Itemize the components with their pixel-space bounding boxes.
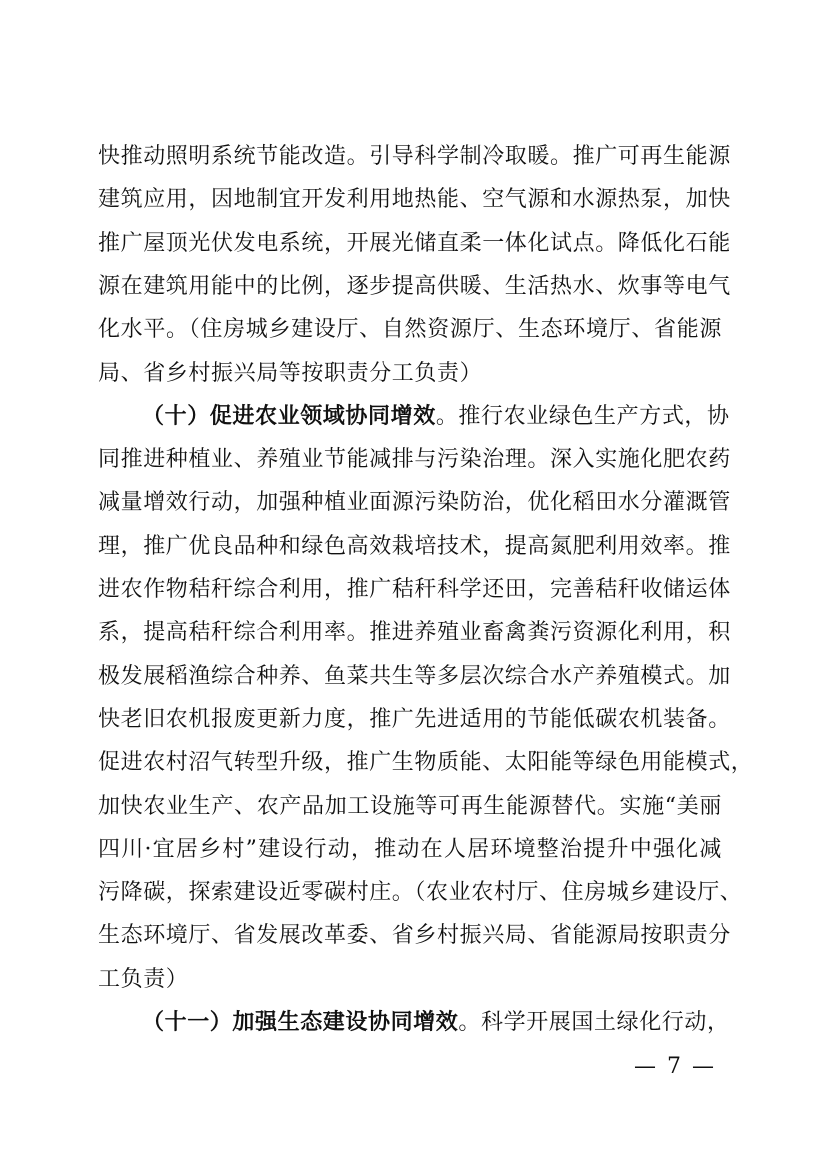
text-line: 生态环境厅、省发展改革委、省乡村振兴局、省能源局按职责分 [98,923,731,948]
text-line: 局、省乡村振兴局等按职责分工负责） [98,361,483,386]
text-line: 理，推广优良品种和绿色高效栽培技术，提高氮肥利用效率。推 [98,534,731,559]
section-heading: （十）促进农业领域协同增效 [142,404,436,429]
text-line: 加快农业生产、农产品加工设施等可再生能源替代。实施“美丽 [98,794,722,819]
text-line: 工负责） [98,967,189,992]
heading-rest: 。科学开展国土绿化行动， [458,1010,730,1035]
text-line: 污降碳，探索建设近零碳村庄。（农业农村厅、住房城乡建设厅、 [98,880,743,905]
text-line: 建筑应用，因地制宜开发利用地热能、空气源和水源热泵，加快 [98,187,731,212]
text-line: 同推进种植业、养殖业节能减排与污染治理。深入实施化肥农药 [98,447,731,472]
text-line: 快推动照明系统节能改造。引导科学制冷取暖。推广可再生能源 [98,144,731,169]
text-line: 极发展稻渔综合种养、鱼菜共生等多层次综合水产养殖模式。加 [98,664,731,689]
text-line: 化水平。（住房城乡建设厅、自然资源厅、生态环境厅、省能源 [98,317,722,342]
paragraph-first-line [142,397,730,437]
text-line: 四川·宜居乡村”建设行动，推动在人居环境整治提升中强化减 [98,837,722,862]
heading-rest: 。推行农业绿色生产方式，协 [435,404,730,429]
text-line: 源在建筑用能中的比例，逐步提高供暖、生活热水、炊事等电气 [98,274,731,299]
page-number: — 7 — [634,1054,716,1079]
text-line: 系，提高秸秆综合利用率。推进养殖业畜禽粪污资源化利用，积 [98,620,731,645]
text-line: 减量增效行动，加强种植业面源污染防治，优化稻田水分灌溉管 [98,490,731,515]
text-line: 进农作物秸秆综合利用，推广秸秆科学还田，完善秸秆收储运体 [98,577,731,602]
text-line: 推广屋顶光伏发电系统，开展光储直柔一体化试点。降低化石能 [98,231,731,256]
text-line: 快老旧农机报废更新力度，推广先进适用的节能低碳农机装备。 [98,707,731,732]
section-heading: （十一）加强生态建设协同增效 [142,1010,459,1035]
text-line: 促进农村沼气转型升级，推广生物质能、太阳能等绿色用能模式， [98,750,754,775]
